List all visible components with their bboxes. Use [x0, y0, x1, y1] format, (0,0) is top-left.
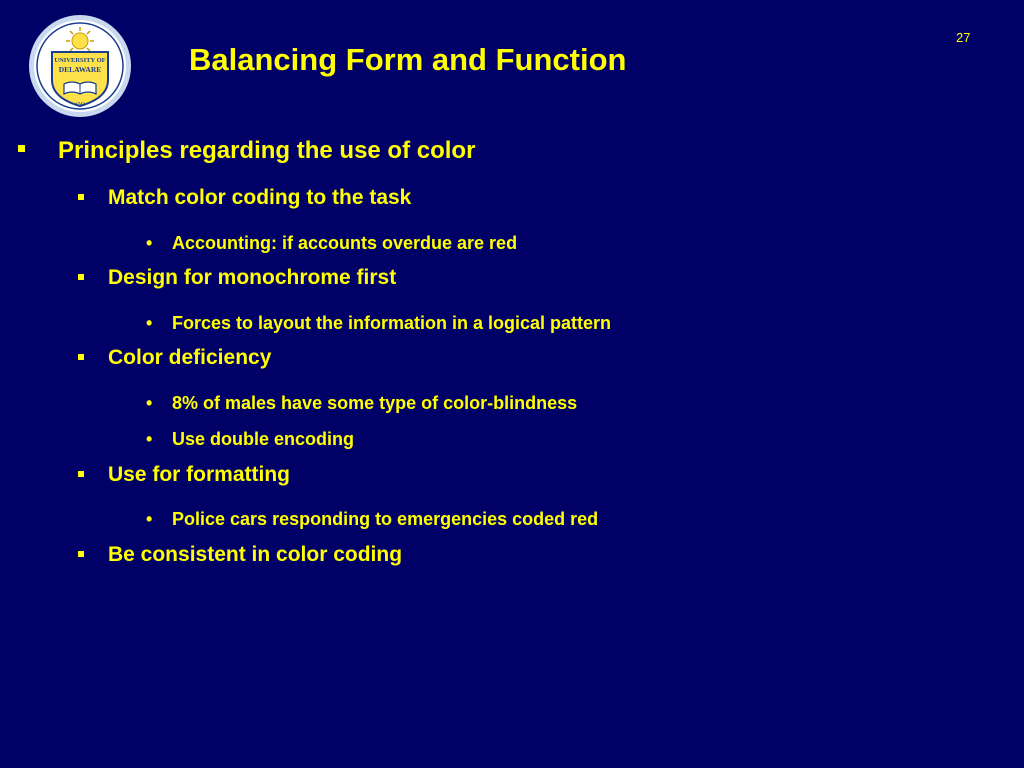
bullet-text: Police cars responding to emergencies coded red — [172, 509, 599, 529]
page-number: 27 — [956, 30, 971, 45]
bullet-item — [146, 311, 612, 335]
dot-bullet-icon: • — [146, 313, 153, 333]
bullet-text: Color deficiency — [108, 346, 272, 369]
square-bullet-icon — [78, 194, 84, 200]
bullet-item — [108, 461, 290, 489]
bullet-item — [146, 391, 578, 415]
square-bullet-icon — [78, 471, 84, 477]
bullet-item — [108, 264, 396, 292]
bullet-item — [146, 507, 599, 531]
bullet-text: Principles regarding the use of color — [58, 137, 476, 164]
logo-lettering-university: UNIVERSITY OF — [54, 57, 106, 64]
bullet-item — [58, 136, 475, 166]
bullet-text: Use for formatting — [108, 463, 291, 486]
square-bullet-icon — [18, 145, 25, 152]
bullet-text: Be consistent in color coding — [108, 543, 403, 566]
dot-bullet-icon: • — [146, 393, 153, 413]
bullet-item — [108, 344, 271, 372]
bullet-item — [146, 231, 518, 255]
bullet-text: Design for monochrome first — [108, 266, 397, 289]
logo-lettering-delaware: DELAWARE — [58, 65, 102, 74]
bullet-text: Use double encoding — [172, 429, 355, 449]
square-bullet-icon — [78, 551, 84, 557]
bullet-text: 8% of males have some type of color-blindness — [172, 393, 578, 413]
dot-bullet-icon: • — [146, 233, 153, 253]
slide-title: Balancing Form and Function — [189, 42, 627, 77]
logo-lettering-year: 1743 — [75, 103, 85, 108]
bullet-text: Accounting: if accounts overdue are red — [172, 233, 518, 253]
bullet-item — [108, 184, 411, 212]
bullet-text: Match color coding to the task — [108, 186, 412, 209]
dot-bullet-icon: • — [146, 509, 153, 529]
bullet-item — [108, 541, 402, 569]
square-bullet-icon — [78, 354, 84, 360]
bullet-item — [146, 427, 355, 451]
dot-bullet-icon: • — [146, 429, 153, 449]
bullet-text: Forces to layout the information in a logical pattern — [172, 313, 612, 333]
square-bullet-icon — [78, 274, 84, 280]
